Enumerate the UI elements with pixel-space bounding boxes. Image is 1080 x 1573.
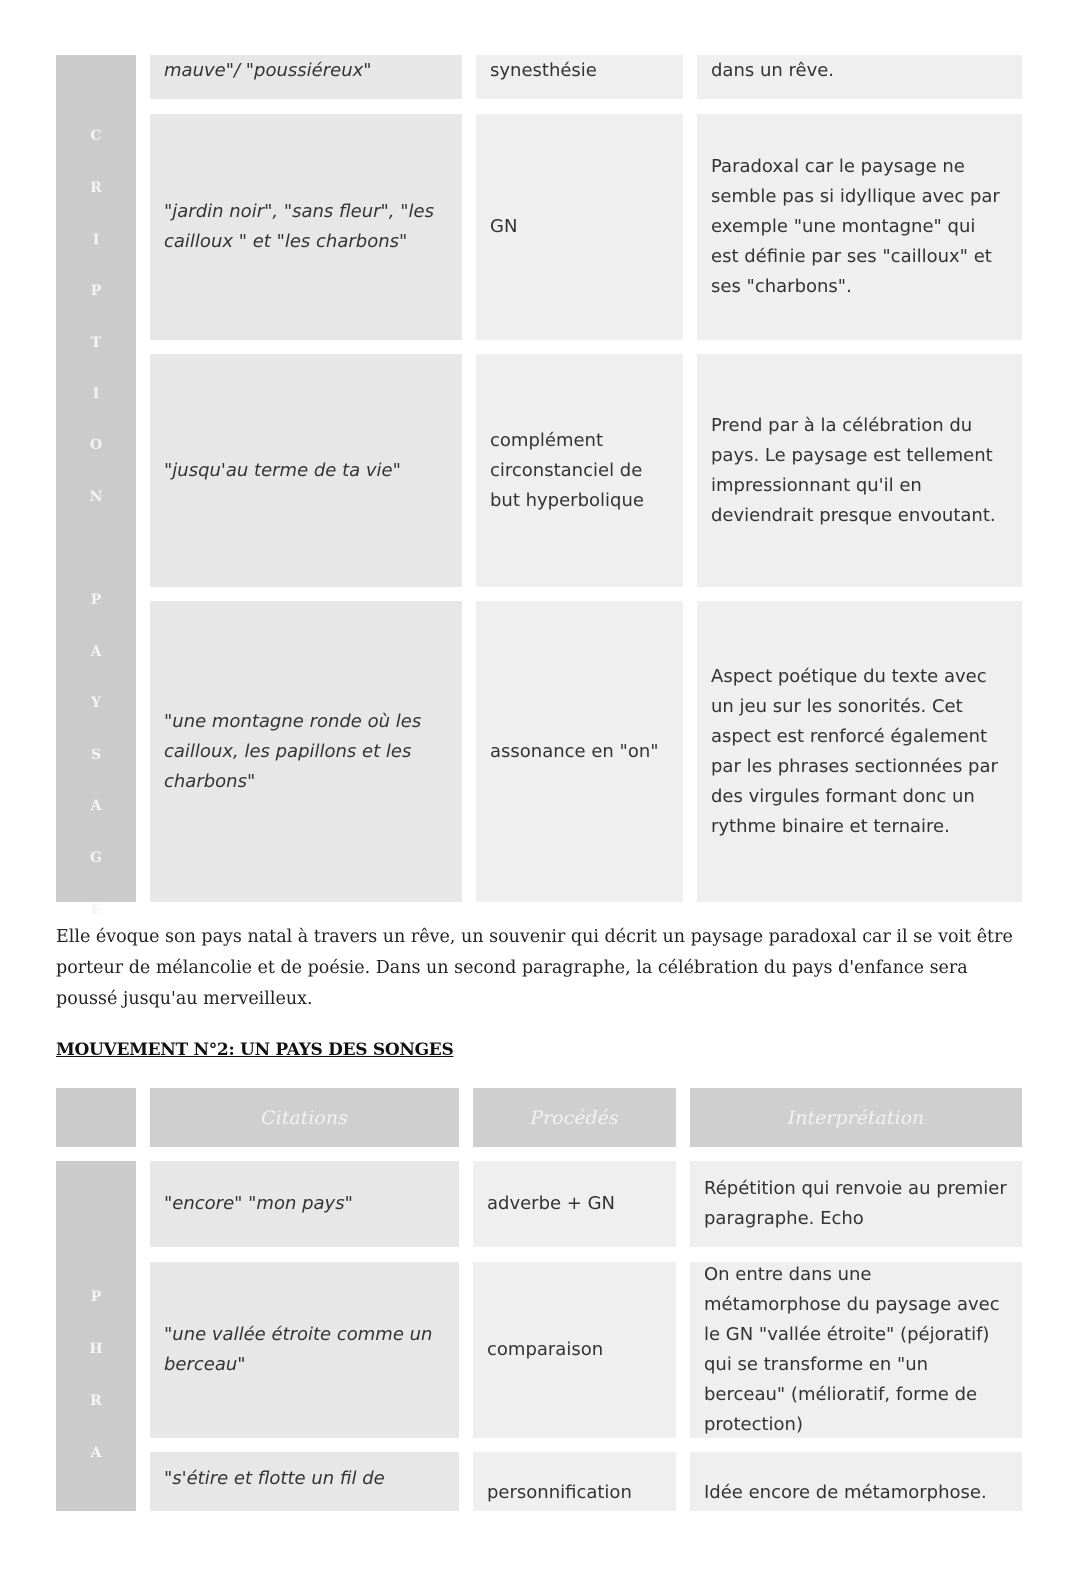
citation-cell: "s'étire et flotte un fil de	[150, 1452, 459, 1511]
movement-title: MOUVEMENT N°2: UN PAYS DES SONGES	[56, 1040, 454, 1060]
interpretation-cell: Idée encore de métamorphose.	[690, 1452, 1022, 1511]
citation-cell: "jusqu'au terme de ta vie"	[150, 354, 462, 587]
header-procedes: Procédés	[473, 1088, 676, 1147]
side-label-column	[56, 1161, 136, 1511]
citation-cell: "une vallée étroite comme un berceau"	[150, 1262, 459, 1438]
citation-cell: mauve"/ "poussiéreux"	[150, 55, 462, 99]
interpretation-cell: dans un rêve.	[697, 55, 1022, 99]
side-letter: N	[89, 489, 103, 505]
side-letter: P	[90, 283, 102, 299]
side-letter: I	[92, 386, 100, 402]
side-letter: Y	[91, 695, 101, 711]
interpretation-cell: Aspect poétique du texte avec un jeu sur les sonorités. Cet aspect est renforcé également par les phrases sectionnées par des virgules formant donc un rythme binaire et ternaire.	[697, 601, 1022, 902]
side-letter: I	[92, 232, 100, 248]
citation-cell: "jardin noir", "sans fleur", "les cailloux " et "les charbons"	[150, 114, 462, 340]
interpretation-cell: Paradoxal car le paysage ne semble pas si idyllique avec par exemple "une montagne" qui est définie par ses "cailloux" et ses "charbons".	[697, 114, 1022, 340]
header-citations: Citations	[150, 1088, 459, 1147]
side-label-column	[56, 55, 136, 918]
side-letter: H	[89, 1341, 103, 1357]
header-interpretation: Interprétation	[690, 1088, 1022, 1147]
side-letter: A	[90, 798, 102, 814]
procede-cell: personnification	[473, 1452, 676, 1511]
side-letter: R	[90, 180, 102, 196]
citation-cell: "encore" "mon pays"	[150, 1161, 459, 1247]
summary-paragraph: Elle évoque son pays natal à travers un rêve, un souvenir qui décrit un paysage paradoxal car il se voit être porteur de mélancolie et de poésie. Dans un second paragraphe, la célébration du pays d'enfance sera poussé jusqu'au merveilleux.	[56, 927, 1013, 1009]
procede-cell: synesthésie	[476, 55, 683, 99]
side-letter: O	[89, 437, 103, 453]
interpretation-cell: Prend par à la célébration du pays. Le paysage est tellement impressionnant qu'il en deviendrait presque envoutant.	[697, 354, 1022, 587]
side-letter: C	[90, 128, 102, 144]
side-letter: G	[90, 850, 102, 866]
side-letter: A	[90, 644, 102, 660]
procede-cell: assonance en "on"	[476, 601, 683, 902]
side-letter: A	[90, 1445, 102, 1461]
side-letter: T	[90, 335, 102, 351]
side-letter: R	[90, 1393, 102, 1409]
side-letter: S	[90, 747, 102, 763]
side-letter: E	[90, 902, 102, 918]
procede-cell: adverbe + GN	[473, 1161, 676, 1247]
procede-cell: GN	[476, 114, 683, 340]
side-letter: P	[90, 1289, 102, 1305]
procede-cell: complément circonstanciel de but hyperbolique	[476, 354, 683, 587]
procede-cell: comparaison	[473, 1262, 676, 1438]
side-letter: P	[90, 592, 102, 608]
interpretation-cell: Répétition qui renvoie au premier paragraphe. Echo	[690, 1161, 1022, 1247]
header-corner	[56, 1088, 136, 1147]
interpretation-cell: On entre dans une métamorphose du paysage avec le GN "vallée étroite" (péjoratif) qui se transforme en "un berceau" (mélioratif, forme de protection)	[690, 1262, 1022, 1438]
citation-cell: "une montagne ronde où les cailloux, les papillons et les charbons"	[150, 601, 462, 902]
